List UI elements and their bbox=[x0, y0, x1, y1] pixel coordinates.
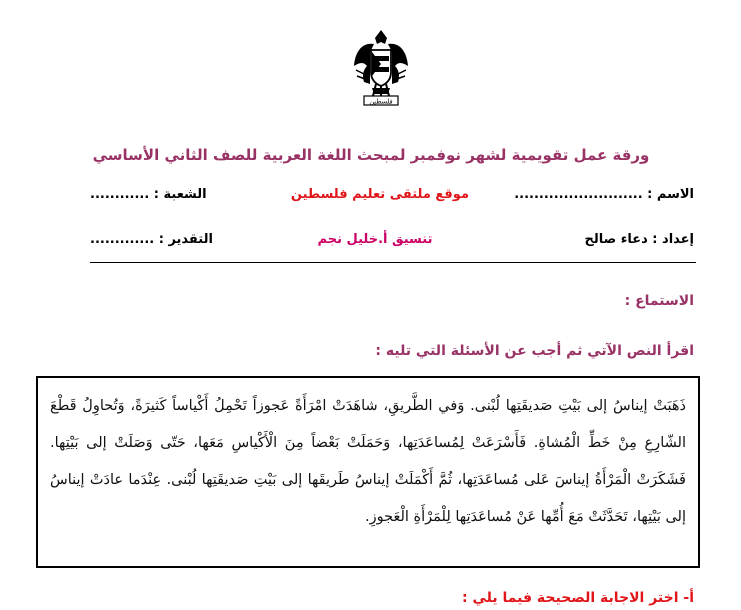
site-name: موقع ملتقى تعليم فلسطين bbox=[290, 187, 469, 202]
palestine-eagle-emblem-icon bbox=[352, 26, 410, 106]
header-divider bbox=[90, 262, 696, 263]
reading-passage: ذَهَبَتْ إيناسُ إلى بَيْتِ صَديقَتِها لُبْنى. وَفي الطَّريقِ، شاهَدَتْ امْرَأَةً عَجوزاً تَحْمِلُ أَكْياساً كَثيرَةً، وَتُحاوِلُ قَطْعَ الشّارِعِ مِنْ خَطِّ الْمُشاةِ. فَأَسْرَعَتْ لِمُساعَدَتِها، وَحَمَلَتْ بَعْضاً مِنَ الْأَكْياسِ مَعَها، حَتّى وَصَلَتْ إلى بَيْتِها. فَشَكَرَتْ الْمَرْأَةُ إيناسَ عَلى مُساعَدَتِها، ثُمَّ أَكْمَلَتْ إيناسُ طَريقَها إلى بَيْتِ صَديقَتِها لُبْنى. عِنْدَما عادَتْ إيناسُ إلى بَيْتِها، تَحَدَّثَتْ مَعَ أُمِّها عَنْ مُساعَدَتِها لِلْمَرْأَةِ الْعَجوزِ. bbox=[36, 376, 700, 568]
worksheet-title: ورقة عمل تقويمية لشهر نوفمبر لمبحث اللغة العربية للصف الثاني الأساسي bbox=[92, 146, 650, 164]
section-field-label: الشعبة : ............ bbox=[90, 187, 207, 202]
coordination-label: تنسيق أ.خليل نجم bbox=[317, 232, 433, 247]
name-field-label: الاسم : .......................... bbox=[514, 187, 694, 202]
grade-field-label: التقدير : ............. bbox=[90, 232, 213, 247]
emblem-caption: فلسطين bbox=[369, 97, 393, 106]
reading-instruction: اقرأ النص الآتي ثم أجب عن الأسئلة التي تليه : bbox=[375, 343, 694, 359]
listening-heading: الاستماع : bbox=[624, 293, 694, 309]
question-part-a: أ- اختر الاجابة الصحيحة فيما يلي : bbox=[462, 590, 694, 606]
prepared-by-label: إعداد : دعاء صالح bbox=[584, 232, 694, 247]
